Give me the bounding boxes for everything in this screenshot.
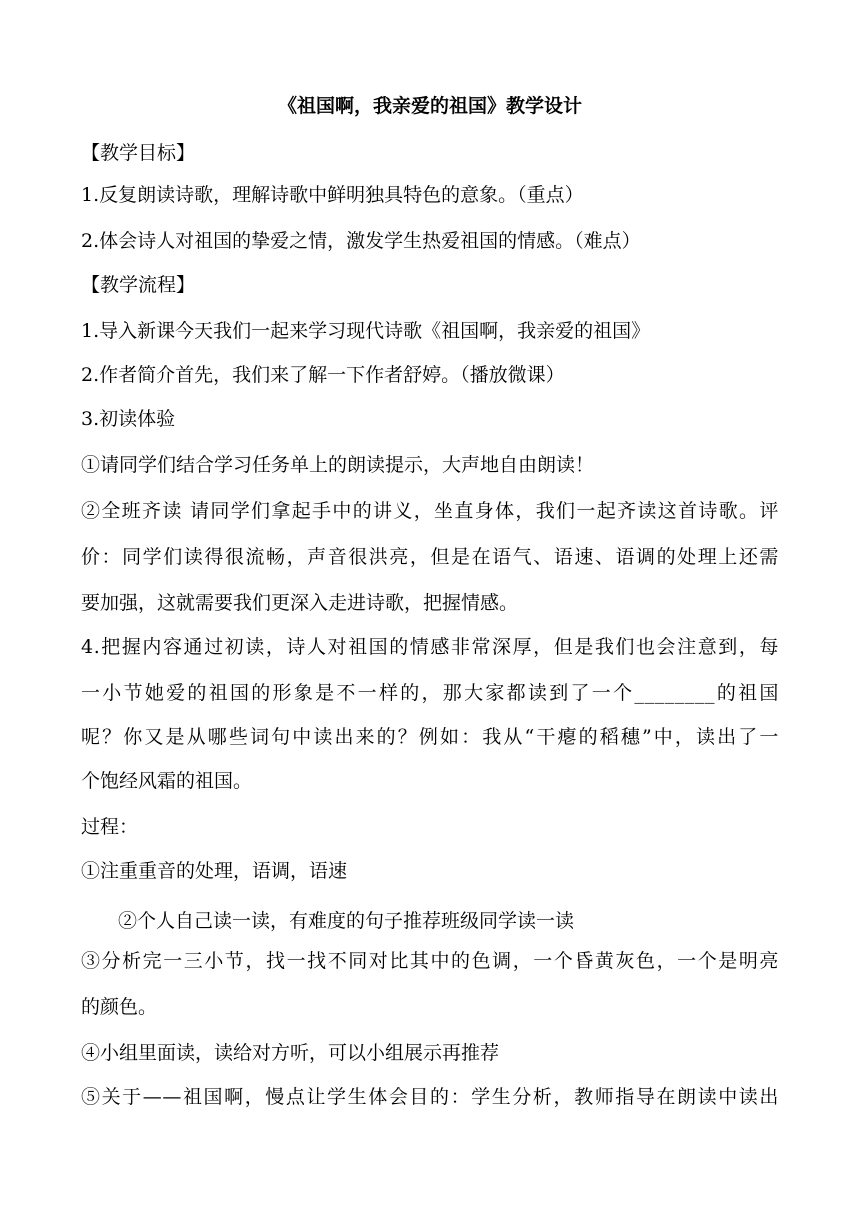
process-item-2: ②个人自己读一读，有难度的句子推荐班级同学读一读 — [118, 910, 575, 932]
process-item-3-line-2: 的颜色。 — [81, 996, 158, 1018]
process-label: 过程： — [81, 816, 139, 838]
process-step-4-line-4: 个饱经风霜的祖国。 — [81, 770, 253, 792]
objective-1: 1.反复朗读诗歌，理解诗歌中鲜明独具特色的意象。（重点） — [81, 184, 584, 206]
document-title: 《祖国啊，我亲爱的祖国》教学设计 — [277, 95, 582, 117]
step-3-item-2-line-3: 要加强，这就需要我们更深入走进诗歌，把握情感。 — [81, 592, 519, 614]
step-3-item-1: ①请同学们结合学习任务单上的朗读提示，大声地自由朗读！ — [81, 454, 595, 476]
step-3-item-2-line-2: 价：同学们读得很流畅，声音很洪亮，但是在语气、语速、语调的处理上还需 — [81, 546, 779, 568]
process-item-4: ④小组里面读，读给对方听，可以小组展示再推荐 — [81, 1042, 500, 1064]
objective-2: 2.体会诗人对祖国的挚爱之情，激发学生热爱祖国的情感。（难点） — [81, 230, 641, 252]
process-step-4-line-3: 呢？你又是从哪些词句中读出来的？例如：我从“干瘪的稻穗”中，读出了一 — [81, 726, 779, 748]
step-3-item-2-line-1: ②全班齐读 请同学们拿起手中的讲义，坐直身体，我们一起齐读这首诗歌。评 — [81, 500, 779, 522]
process-step-3: 3.初读体验 — [81, 408, 176, 430]
process-step-4-line-1: 4.把握内容通过初读，诗人对祖国的情感非常深厚，但是我们也会注意到，每 — [81, 636, 779, 658]
process-step-2: 2.作者简介首先，我们来了解一下作者舒婷。（播放微课） — [81, 364, 565, 386]
section-heading-process: 【教学流程】 — [81, 274, 196, 296]
process-step-4-line-2: 一小节她爱的祖国的形象是不一样的，那大家都读到了一个________的祖国 — [81, 682, 779, 704]
process-item-1: ①注重重音的处理，语调，语速 — [81, 860, 348, 882]
process-step-1: 1.导入新课今天我们一起来学习现代诗歌《祖国啊，我亲爱的祖国》 — [81, 320, 651, 342]
section-heading-objectives: 【教学目标】 — [81, 142, 196, 164]
process-item-3-line-1: ③分析完一三小节，找一找不同对比其中的色调，一个昏黄灰色，一个是明亮 — [81, 950, 779, 972]
process-item-5: ⑤关于——祖国啊，慢点让学生体会目的：学生分析，教师指导在朗读中读出 — [81, 1086, 779, 1108]
